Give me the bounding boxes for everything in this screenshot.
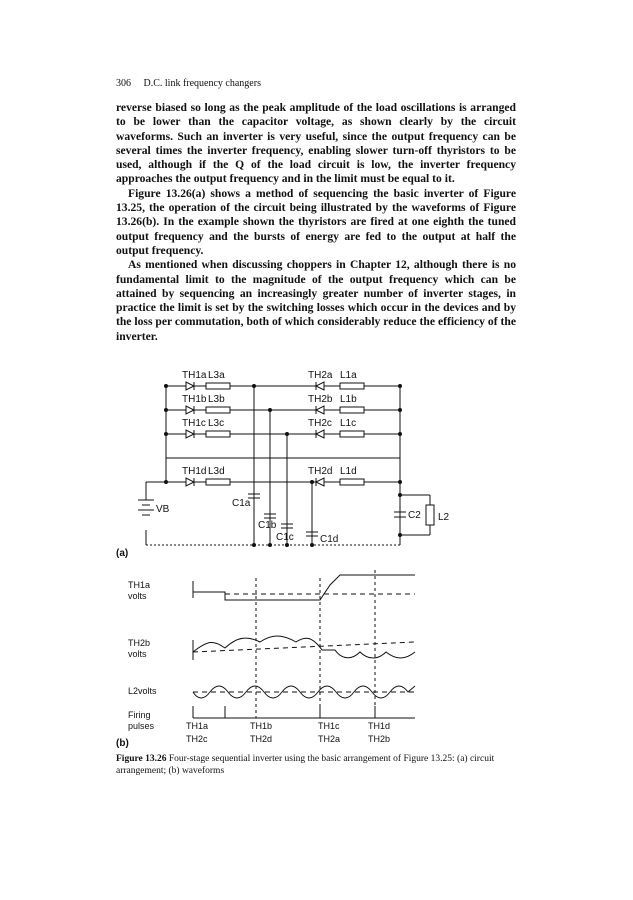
- inductor-label: L1a: [340, 370, 357, 381]
- trace-label: TH2b: [128, 638, 151, 648]
- trace-label: pulses: [128, 721, 155, 731]
- inductor-label: L3d: [208, 466, 225, 477]
- inductor-label: L3c: [208, 418, 225, 429]
- paragraph: As mentioned when discussing choppers in Chapter 12, although there is no fundamental limit to the magnitude of the output frequency which can be attained by sequencing an increasingly greater number of inverter stages, in practice the limit is set by the switching losses which occur in the devices and by the loss per commutation, both of which considerably reduce the efficiency of the inverter.: [116, 258, 516, 343]
- source-label: VB: [156, 504, 170, 515]
- inductor-label: L3a: [208, 370, 225, 381]
- caption-label: Figure 13.26: [116, 754, 167, 764]
- thyristor-label: TH2b: [308, 394, 333, 405]
- load-capacitor-label: C2: [408, 510, 421, 521]
- paragraph: reverse biased so long as the peak amplitude of the load oscillations is arranged to be lower than the capacitor voltage, as shown clearly by the circuit waveforms. Such an inverter is very useful, since the output frequency can be several times the inverter frequency, enabling slower turn-off thyristors to be used, although if the Q of the load circuit is low, the inverter frequency approaches the output frequency and in the limit must be equal to it.: [116, 101, 516, 186]
- thyristor-label: TH1c: [182, 418, 206, 429]
- figure-caption: [116, 753, 536, 777]
- trace-label: TH1a: [128, 580, 151, 590]
- part-a-label: (a): [116, 548, 129, 559]
- thyristor-label: TH2a: [308, 370, 333, 381]
- trace-label: volts: [128, 591, 147, 601]
- capacitor-label: C1c: [276, 532, 294, 543]
- thyristor-label: TH1a: [182, 370, 207, 381]
- inductor-label: L1b: [340, 394, 357, 405]
- firing-label: TH1c: [318, 721, 340, 731]
- load-inductor-label: L2: [438, 512, 450, 523]
- thyristor-label: TH2d: [308, 466, 333, 477]
- firing-label: TH1a: [186, 721, 209, 731]
- firing-label: TH2d: [250, 734, 273, 744]
- inductor-label: L1d: [340, 466, 357, 477]
- firing-label: TH1d: [368, 721, 391, 731]
- capacitor-label: C1a: [232, 498, 251, 509]
- firing-label: TH2c: [186, 734, 208, 744]
- page-number: 306: [116, 78, 131, 89]
- thyristor-label: TH1d: [182, 466, 207, 477]
- paragraph: Figure 13.26(a) shows a method of sequencing the basic inverter of Figure 13.25, the operation of the circuit being illustrated by the waveforms of Figure 13.26(b). In the example shown the thyristors are fired at one eighth the tuned output frequency and the bursts of energy are fed to the output at half the output frequency.: [116, 186, 516, 257]
- trace-label: L2volts: [128, 686, 157, 696]
- running-title: D.C. link frequency changers: [143, 78, 261, 89]
- thyristor-label: TH1b: [182, 394, 207, 405]
- thyristor-label: TH2c: [308, 418, 332, 429]
- firing-label: TH2a: [318, 734, 341, 744]
- capacitor-label: C1b: [258, 520, 277, 531]
- inductor-label: L1c: [340, 418, 357, 429]
- caption-text: Four-stage sequential inverter using the basic arrangement of Figure 13.25: (a) circuit arrangement; (b) waveforms: [116, 754, 495, 776]
- trace-label: volts: [128, 649, 147, 659]
- trace-label: Firing: [128, 710, 151, 720]
- firing-label: TH1b: [250, 721, 273, 731]
- part-b-label: (b): [116, 738, 129, 749]
- inductor-label: L3b: [208, 394, 225, 405]
- firing-label: TH2b: [368, 734, 391, 744]
- capacitor-label: C1d: [320, 534, 339, 545]
